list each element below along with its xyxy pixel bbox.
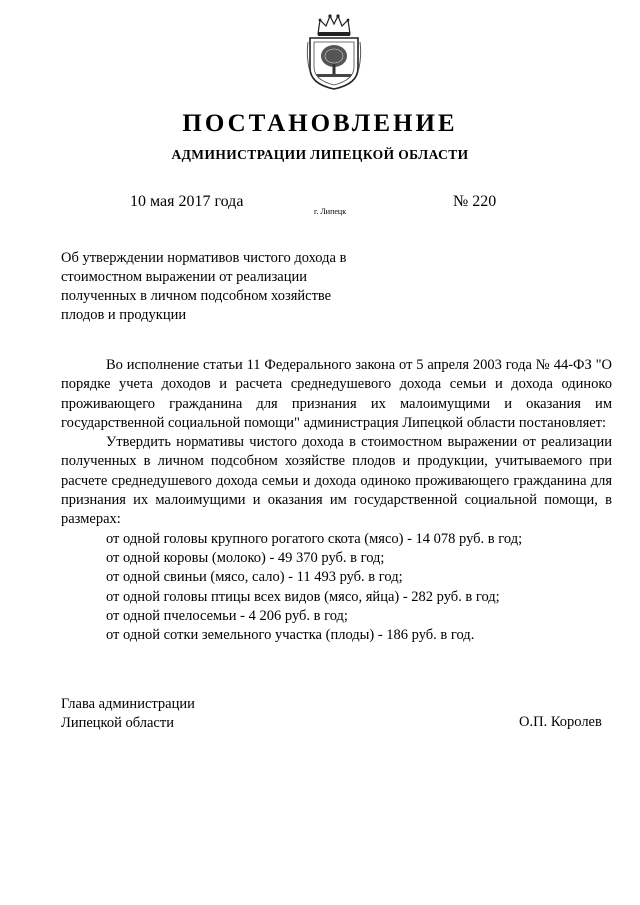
signatory-position-line: Липецкой области bbox=[61, 715, 174, 732]
list-item: от одной пчелосемьи - 4 206 руб. в год; bbox=[106, 607, 348, 624]
norms-list bbox=[61, 530, 612, 646]
document-subtitle: АДМИНИСТРАЦИИ ЛИПЕЦКОЙ ОБЛАСТИ bbox=[171, 147, 469, 162]
document-date: 10 мая 2017 года bbox=[130, 193, 244, 210]
intro-paragraph: Во исполнение статьи 11 Федерального закона от 5 апреля 2003 года № 44-ФЗ "О порядке учета доходов и расчета среднедушевого дохода семьи и дохода одиноко проживающего гражданина для признания их малоимущими и оказания им государственной социальной помощи" администрация Липецкой области постановляет: bbox=[61, 357, 612, 431]
document-subject: Об утверждении нормативов чистого дохода в стоимостном выражении от реализации полученных в личном подсобном хозяйстве плодов и продукции bbox=[61, 250, 347, 323]
list-item: от одной головы крупного рогатого скота (мясо) - 14 078 руб. в год; bbox=[106, 530, 523, 547]
signatory-position bbox=[61, 695, 195, 734]
decree-paragraph: Утвердить нормативы чистого дохода в стоимостном выражении от реализации полученных в личном подсобном хозяйстве плодов и продукции, учитываемого при расчете среднедушевого дохода семьи и дохода одиноко проживающего гражданина для признания их малоимущими и оказания им государственной социальной помощи, в размерах: bbox=[61, 434, 612, 528]
list-item: от одной свиньи (мясо, сало) - 11 493 руб. в год; bbox=[106, 569, 403, 586]
signatory-name: О.П. Королев bbox=[519, 714, 602, 730]
coat-of-arms-icon bbox=[306, 12, 362, 90]
document-city: г. Липецк bbox=[314, 207, 347, 216]
signatory-position-line: Глава администрации bbox=[61, 696, 195, 712]
document-title: ПОСТАНОВЛЕНИЕ bbox=[182, 110, 458, 137]
list-item: от одной головы птицы всех видов (мясо, яйца) - 282 руб. в год; bbox=[106, 588, 500, 605]
list-item: от одной коровы (молоко) - 49 370 руб. в год; bbox=[106, 549, 385, 566]
document-number: № 220 bbox=[453, 193, 497, 210]
document-body bbox=[61, 356, 612, 645]
list-item: от одной сотки земельного участка (плоды) - 186 руб. в год. bbox=[106, 627, 475, 644]
